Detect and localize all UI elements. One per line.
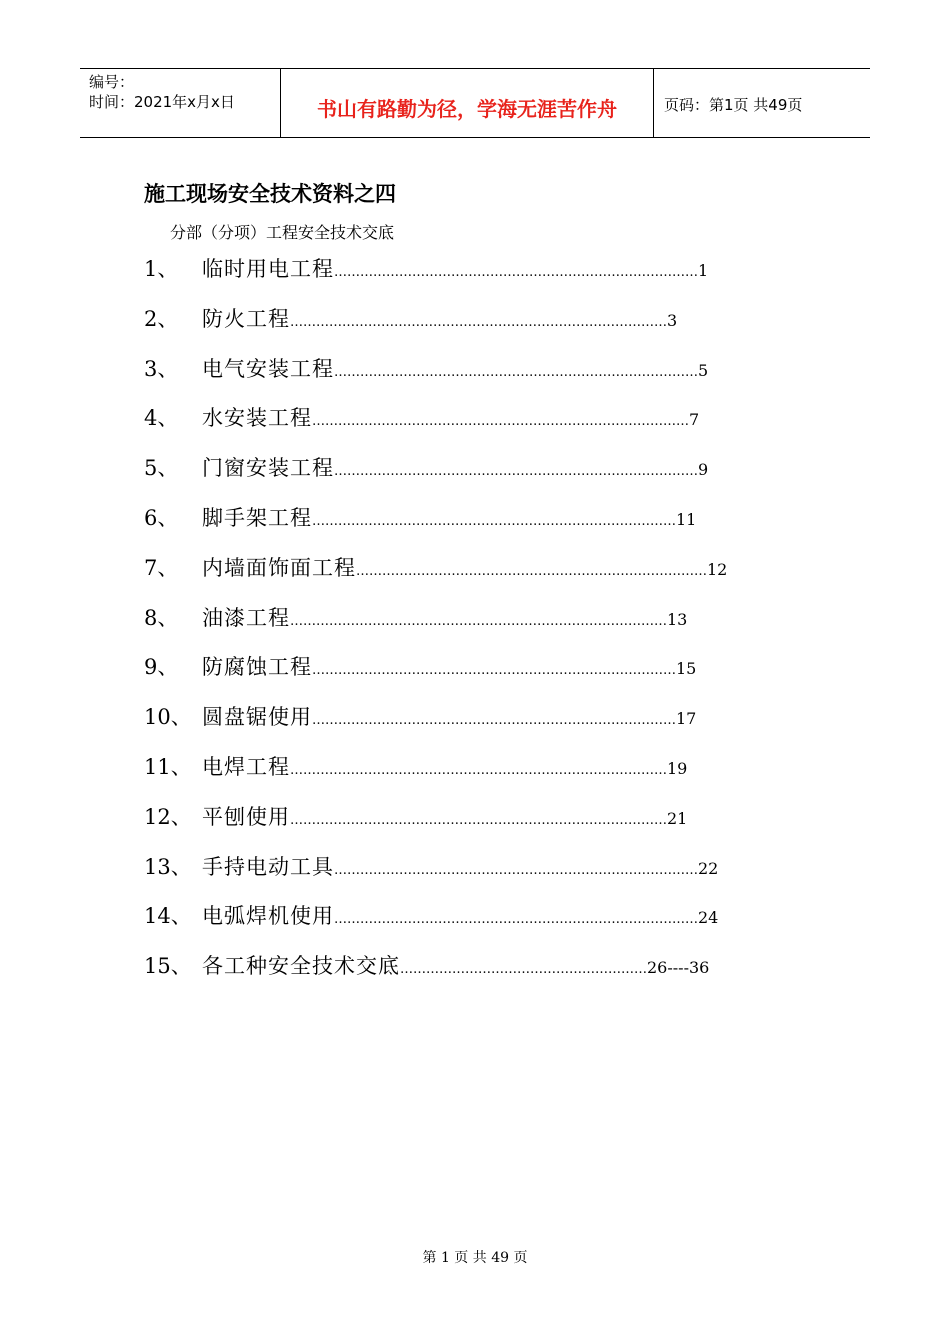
toc-item-leader-dots: …………………………………………………………………………	[312, 514, 676, 529]
toc-item-page: 9	[698, 460, 709, 479]
serial-label: 编号：	[89, 73, 135, 91]
toc-item	[0, 900, 950, 934]
toc-item-leader-dots: …………………………………………………………………………	[334, 265, 698, 280]
toc-item-number: 10、	[144, 705, 192, 729]
toc-item-title: 脚手架工程	[202, 506, 312, 530]
toc-item-leader-dots: …………………………………………………………………………	[334, 365, 698, 380]
toc-item-entry	[202, 253, 708, 283]
toc-item-entry	[202, 502, 696, 532]
toc-item-page: 7	[689, 410, 700, 429]
page-info: 页码：第1页 共49页	[664, 96, 803, 114]
toc-item-page: 26----36	[647, 958, 710, 977]
toc-item-entry	[202, 552, 727, 582]
toc-item-entry	[202, 353, 708, 383]
toc-item-leader-dots: …………………………………………………………………………	[312, 663, 676, 678]
page-footer: 第 1 页 共 49 页	[422, 1250, 528, 1266]
toc-item	[0, 751, 950, 785]
toc-item-leader-dots: ……………………………………………………………………………	[290, 763, 667, 778]
toc-item-page: 22	[698, 859, 719, 878]
toc-item-page: 15	[676, 659, 697, 678]
toc-item-page: 21	[667, 809, 688, 828]
toc-item-number: 2、	[144, 307, 179, 331]
toc-item-title: 平刨使用	[202, 805, 290, 829]
toc-item-leader-dots: …………………………………………………	[400, 962, 647, 977]
toc-item	[0, 701, 950, 735]
toc-item	[0, 303, 950, 337]
toc-item-entry	[202, 851, 718, 881]
toc-item-number: 15、	[144, 954, 192, 978]
toc-item-title: 油漆工程	[202, 606, 290, 630]
toc-item-number: 11、	[144, 755, 192, 779]
toc-item-page: 12	[707, 560, 728, 579]
toc-item-leader-dots: …………………………………………………………………………	[312, 713, 676, 728]
toc-item	[0, 651, 950, 685]
toc-item	[0, 253, 950, 287]
toc-item-entry	[202, 751, 687, 781]
toc-item-entry	[202, 452, 708, 482]
toc-item-title: 电气安装工程	[202, 357, 334, 381]
toc-item-entry	[202, 900, 718, 930]
toc-item-number: 14、	[144, 904, 192, 928]
toc-item-leader-dots: …………………………………………………………………………	[334, 912, 698, 927]
toc-item-title: 门窗安装工程	[202, 456, 334, 480]
toc-item-title: 临时用电工程	[202, 257, 334, 281]
toc-item-number: 1、	[144, 257, 179, 281]
motto-text: 书山有路勤为径，学海无涯苦作舟	[317, 97, 617, 121]
toc-item	[0, 402, 950, 436]
page-title: 施工现场安全技术资料之四	[144, 181, 396, 206]
toc-item-page: 11	[676, 510, 697, 529]
toc-item-number: 5、	[144, 456, 179, 480]
toc-item-leader-dots: ……………………………………………………………………………	[290, 813, 667, 828]
toc-item-entry	[202, 701, 696, 731]
toc-item	[0, 851, 950, 885]
toc-item-leader-dots: …………………………………………………………………………	[334, 464, 698, 479]
page-subtitle: 分部（分项）工程安全技术交底	[170, 223, 395, 242]
toc-item-number: 13、	[144, 855, 192, 879]
time-label: 时间：2021年x月x日	[89, 93, 235, 111]
toc-item-title: 水安装工程	[202, 406, 312, 430]
toc-item	[0, 602, 950, 636]
toc-item-number: 9、	[144, 655, 179, 679]
toc-item-title: 各工种安全技术交底	[202, 954, 400, 978]
toc-item-page: 1	[698, 261, 709, 280]
toc-item-title: 手持电动工具	[202, 855, 334, 879]
toc-item-number: 12、	[144, 805, 192, 829]
toc-item-leader-dots: ……………………………………………………………………………	[290, 315, 667, 330]
toc-item	[0, 552, 950, 586]
toc-item-leader-dots: ………………………………………………………………………	[356, 564, 707, 579]
toc-item-page: 19	[667, 759, 688, 778]
toc-item-number: 4、	[144, 406, 179, 430]
toc-item	[0, 502, 950, 536]
toc-item-entry	[202, 801, 687, 831]
toc-item-number: 7、	[144, 556, 179, 580]
toc-item-entry	[202, 950, 709, 980]
toc-item-number: 3、	[144, 357, 179, 381]
toc-item-title: 内墙面饰面工程	[202, 556, 356, 580]
toc-item-leader-dots: …………………………………………………………………………	[334, 863, 698, 878]
toc-item-title: 电弧焊机使用	[202, 904, 334, 928]
toc-item-page: 24	[698, 908, 719, 927]
toc-item-page: 3	[667, 311, 678, 330]
toc-item-entry	[202, 303, 677, 333]
toc-item-entry	[202, 602, 687, 632]
toc-item-title: 电焊工程	[202, 755, 290, 779]
toc-item-entry	[202, 651, 696, 681]
toc-item-entry	[202, 402, 699, 432]
toc-item-number: 6、	[144, 506, 179, 530]
toc-item-page: 13	[667, 610, 688, 629]
toc-item-title: 防火工程	[202, 307, 290, 331]
toc-item	[0, 950, 950, 984]
toc-item-title: 防腐蚀工程	[202, 655, 312, 679]
toc-item-title: 圆盘锯使用	[202, 705, 312, 729]
toc-item-number: 8、	[144, 606, 179, 630]
toc-item	[0, 353, 950, 387]
toc-item-leader-dots: ……………………………………………………………………………	[290, 614, 667, 629]
toc-item	[0, 801, 950, 835]
toc-item-page: 17	[676, 709, 697, 728]
toc-item-leader-dots: ……………………………………………………………………………	[312, 414, 689, 429]
toc-item	[0, 452, 950, 486]
toc-item-page: 5	[698, 361, 709, 380]
